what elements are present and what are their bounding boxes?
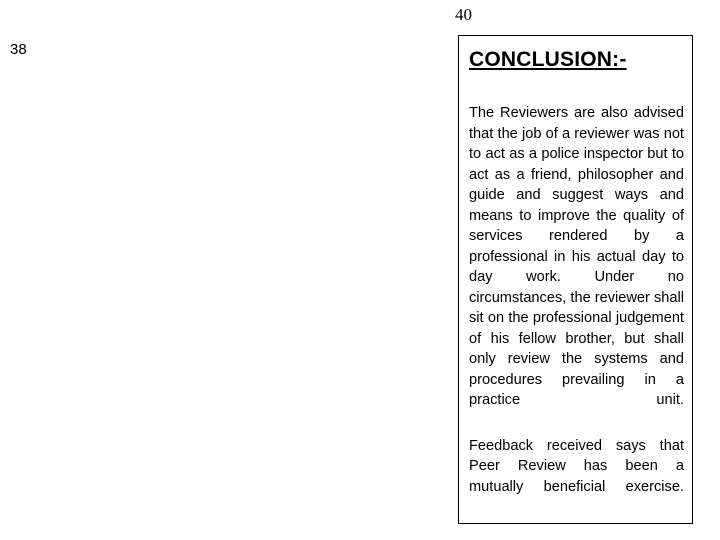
page-number-top: 40 <box>455 5 472 24</box>
page-number-left: 38 <box>10 41 27 58</box>
slide-paragraph-feedback: Feedback received says that Peer Review has been a mutually beneficial exercise. <box>469 437 684 495</box>
slide-heading: CONCLUSION:- <box>469 48 627 71</box>
conclusion-slide <box>458 35 693 524</box>
slide-paragraph-reviewers: The Reviewers are also advised that the job of a reviewer was not to act as a police inspector but to act as a friend, philosopher and guide and suggest ways and means to improve the quality of services rendered by a professional in his actual day to day work. Under no circumstances, the reviewer shall sit on the professional judgement of his fellow brother, but shall only review the systems and procedures prevailing in a practice unit. <box>469 105 684 408</box>
